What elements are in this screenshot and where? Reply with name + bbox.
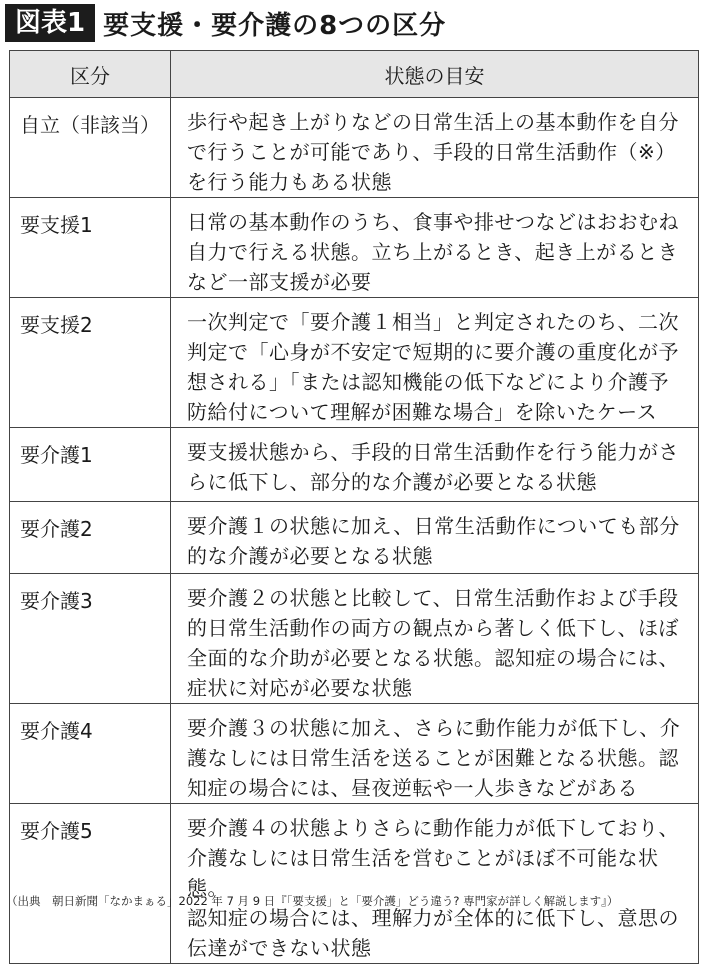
- row-category: 要介護1: [10, 428, 171, 502]
- row-category: 要介護2: [10, 502, 171, 574]
- table-row: [10, 574, 699, 704]
- row-category: 要介護5: [10, 804, 171, 964]
- table-row: [10, 198, 699, 298]
- row-description: [171, 198, 699, 298]
- description-line: 要介護４の状態よりさらに動作能力が低下しており、: [187, 816, 679, 840]
- row-description: [171, 298, 699, 428]
- row-category: 要支援2: [10, 298, 171, 428]
- description-line: 的日常生活動作の両方の観点から著しく低下し、ほぼ: [187, 616, 679, 640]
- description-line: 要介護１の状態に加え、日常生活動作についても部分: [187, 514, 680, 538]
- description-line: 伝達ができない状態: [187, 936, 372, 960]
- description-line: 認知症の場合には、理解力が全体的に低下し、意思の: [187, 906, 679, 930]
- row-description: [171, 502, 699, 574]
- description-line: 防給付について理解が困難な場合」を除いたケース: [187, 400, 658, 424]
- description-line: 介護なしには日常生活を営むことがほぼ不可能な状態。: [187, 846, 659, 900]
- description-line: 知症の場合には、昼夜逆転や一人歩きなどがある: [187, 776, 638, 800]
- column-header-category: 区分: [10, 51, 171, 98]
- description-line: で行うことが可能であり、手段的日常生活動作（※）: [187, 140, 676, 164]
- table-row: [10, 298, 699, 428]
- row-description: [171, 804, 699, 964]
- row-category: 要介護3: [10, 574, 171, 704]
- description-line: 判定で「心身が不安定で短期的に要介護の重度化が予: [187, 340, 679, 364]
- description-line: 自力で行える状態。立ち上がるとき、起き上がるとき: [187, 240, 679, 264]
- table-row: [10, 98, 699, 198]
- row-description: [171, 428, 699, 502]
- column-header-description: 状態の目安: [171, 51, 699, 98]
- description-line: 日常の基本動作のうち、食事や排せつなどはおおむね: [187, 210, 679, 234]
- figure-badge: 図表1: [5, 4, 95, 42]
- figure-header: [5, 5, 446, 41]
- row-category: 自立（非該当）: [10, 98, 171, 198]
- care-level-table: [9, 50, 699, 964]
- table-row: [10, 704, 699, 804]
- row-category: 要介護4: [10, 704, 171, 804]
- description-line: 要介護２の状態と比較して、日常生活動作および手段: [187, 586, 679, 610]
- row-category: 要支援1: [10, 198, 171, 298]
- description-line: 想される」「または認知機能の低下などにより介護予: [187, 370, 669, 394]
- table-header-row: [10, 51, 699, 98]
- row-description: [171, 704, 699, 804]
- description-line: 的な介護が必要となる状態: [187, 544, 433, 568]
- figure-title: 要支援・要介護の8つの区分: [103, 10, 447, 41]
- description-line: を行う能力もある状態: [187, 170, 392, 194]
- description-line: 要介護３の状態に加え、さらに動作能力が低下し、介: [187, 716, 681, 740]
- description-line: らに低下し、部分的な介護が必要となる状態: [187, 470, 597, 494]
- description-line: など一部支援が必要: [187, 270, 372, 294]
- description-line: 一次判定で「要介護１相当」と判定されたのち、二次: [187, 310, 679, 334]
- row-description: [171, 98, 699, 198]
- table-row: [10, 804, 699, 964]
- row-description: [171, 574, 699, 704]
- description-line: 症状に対応が必要な状態: [187, 676, 413, 700]
- description-line: 要支援状態から、手段的日常生活動作を行う能力がさ: [187, 440, 679, 464]
- description-line: 全面的な介助が必要となる状態。認知症の場合には、: [187, 646, 679, 670]
- description-line: 歩行や起き上がりなどの日常生活上の基本動作を自分: [187, 110, 679, 134]
- table-row: [10, 502, 699, 574]
- description-line: 護なしには日常生活を送ることが困難となる状態。認: [187, 746, 679, 770]
- table-row: [10, 428, 699, 502]
- source-note: （出典 朝日新聞「なかまぁる」2022 年 7 月 9 日『「要支援」と「要介護」どう違う? 専門家が詳しく解説します』）: [6, 894, 619, 908]
